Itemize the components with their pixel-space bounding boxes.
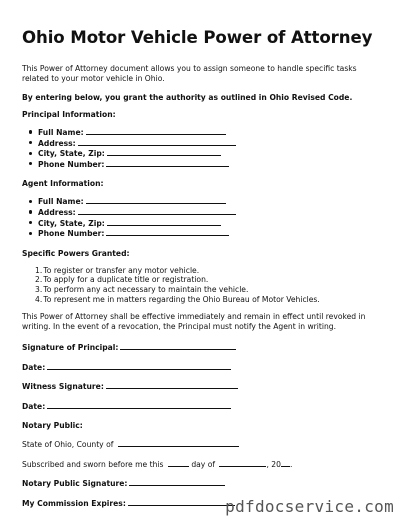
county-label: State of Ohio, County of [22, 440, 114, 450]
sworn-end: . [289, 459, 293, 469]
power-item [35, 275, 384, 285]
agent-address-blank[interactable] [78, 207, 236, 215]
document-title: Ohio Motor Vehicle Power of Attorney [22, 28, 373, 47]
power-number: 3. [35, 284, 43, 294]
principal-full-name-field [38, 127, 384, 138]
sworn-month-blank[interactable] [219, 459, 266, 467]
commission-expires-blank[interactable] [128, 498, 235, 506]
principal-signature-label: Signature of Principal: [22, 343, 119, 353]
date-blank-1[interactable] [47, 362, 231, 370]
principal-heading: Principal Information: [22, 110, 116, 119]
agent-fields [22, 196, 384, 238]
notary-signature-line [22, 478, 384, 489]
sworn-prefix: Subscribed and sworn before me this [22, 459, 164, 469]
principal-city-state-zip-blank[interactable] [107, 148, 221, 156]
power-text: To perform any act necessary to maintain the vehicle. [43, 284, 249, 294]
notary-signature-label: Notary Public Signature: [22, 479, 128, 489]
powers-heading: Specific Powers Granted: [22, 248, 130, 258]
principal-fields [22, 127, 384, 169]
county-blank[interactable] [118, 439, 239, 447]
power-item [35, 266, 384, 276]
agent-address-field [38, 207, 384, 218]
power-text: To register or transfer any motor vehicle. [43, 265, 200, 275]
county-line [22, 439, 384, 450]
power-text: To represent me in matters regarding the Ohio Bureau of Motor Vehicles. [43, 294, 320, 304]
notary-heading-line [22, 421, 384, 431]
principal-address-blank[interactable] [78, 138, 236, 146]
principal-signature-line [22, 342, 384, 353]
agent-heading: Agent Information: [22, 179, 104, 189]
sworn-year-label: , 20 [266, 459, 281, 469]
field-label: City, State, Zip: [38, 218, 105, 228]
agent-phone-number-field [38, 228, 384, 239]
date-label: Date: [22, 362, 46, 372]
power-text: To apply for a duplicate title or registration. [43, 275, 209, 285]
principal-signature-blank[interactable] [120, 342, 236, 350]
date-blank-2[interactable] [47, 401, 231, 409]
power-number: 1. [35, 265, 43, 275]
notary-signature-blank[interactable] [129, 478, 225, 486]
powers-list [22, 266, 384, 304]
field-label: Phone Number: [38, 159, 105, 169]
authority-statement: By entering below, you grant the authority as outlined in Ohio Revised Code. [22, 93, 353, 102]
field-label: Address: [38, 207, 76, 217]
intro-paragraph: This Power of Attorney document allows you to assign someone to handle specific tasks related to your motor vehicle in Ohio. [22, 64, 357, 83]
principal-city-state-zip-field [38, 148, 384, 159]
power-item [35, 285, 384, 295]
notary-heading: Notary Public: [22, 420, 83, 430]
field-label: Full Name: [38, 128, 84, 137]
agent-city-state-zip-blank[interactable] [107, 218, 221, 226]
field-label: Address: [38, 138, 76, 148]
agent-full-name-field [38, 196, 384, 207]
commission-expires-label: My Commission Expires: [22, 498, 126, 508]
agent-phone-number-blank[interactable] [106, 228, 229, 236]
agent-full-name-blank[interactable] [86, 196, 226, 204]
sworn-year-blank[interactable] [281, 459, 293, 469]
witness-signature-blank[interactable] [106, 381, 238, 389]
principal-phone-number-blank[interactable] [106, 159, 229, 167]
date-line-2 [22, 401, 384, 412]
agent-city-state-zip-field [38, 218, 384, 229]
sworn-day-label: day of [191, 459, 216, 469]
date-line-1 [22, 362, 384, 373]
witness-signature-label: Witness Signature: [22, 382, 104, 392]
site-watermark: pdfdocservice.com [225, 497, 394, 516]
sworn-day-blank[interactable] [168, 459, 189, 467]
field-label: Phone Number: [38, 229, 105, 239]
principal-phone-number-field [38, 159, 384, 170]
sworn-line [22, 459, 384, 470]
power-number: 2. [35, 275, 43, 285]
date-label: Date: [22, 401, 46, 411]
principal-full-name-blank[interactable] [86, 127, 226, 135]
power-item [35, 295, 384, 305]
principal-address-field [38, 138, 384, 149]
power-number: 4. [35, 294, 43, 304]
field-label: City, State, Zip: [38, 149, 105, 159]
witness-signature-line [22, 381, 384, 392]
field-label: Full Name: [38, 197, 84, 207]
effect-statement: This Power of Attorney shall be effective immediately and remain in effect until revoked in writing. In the event of a revocation, the Principal must notify the Agent in writing. [22, 312, 366, 332]
